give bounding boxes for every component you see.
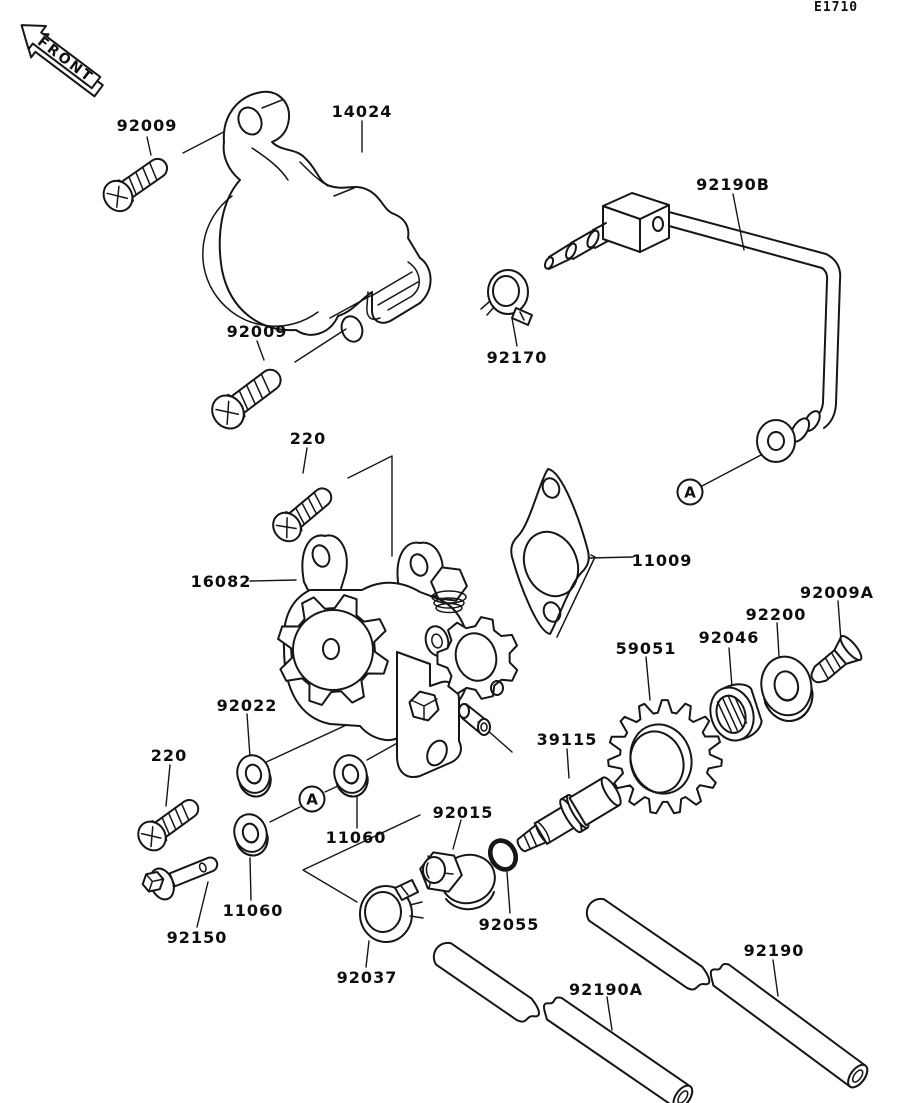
oil-pipe-92190b [543, 193, 840, 462]
label-92009-upper: 92009 [116, 116, 178, 135]
gear-59051 [608, 700, 722, 813]
label-92046: 92046 [698, 628, 760, 647]
ref-circle-a-washers [300, 787, 325, 812]
label-220-upper: 220 [289, 429, 327, 448]
washer-92200 [756, 652, 818, 726]
gasket-11009 [511, 469, 595, 637]
pump-assembly-16082 [278, 535, 517, 777]
label-16082: 16082 [190, 572, 252, 591]
label-92190: 92190 [743, 941, 805, 960]
page-code: E1710 [814, 0, 859, 15]
label-92190b: 92190B [696, 175, 770, 194]
label-14024: 14024 [331, 102, 393, 121]
label-39115: 39115 [536, 730, 598, 749]
washer-92022 [233, 752, 275, 801]
label-92037: 92037 [336, 968, 398, 987]
label-11060-right: 11060 [325, 828, 387, 847]
ref-circle-a-pipe [678, 480, 703, 505]
label-92022: 92022 [216, 696, 278, 715]
ref-a-washers-text: A [306, 790, 318, 809]
label-11009: 11009 [631, 551, 693, 570]
label-220-lower: 220 [150, 746, 188, 765]
front-arrow-text: FRONT [34, 33, 97, 87]
label-92150: 92150 [166, 928, 228, 947]
label-92015: 92015 [432, 803, 494, 822]
screw-220-lower [133, 792, 206, 856]
shaft-39115 [510, 772, 626, 863]
gasket-11060-left [230, 811, 272, 860]
clamp-92170 [481, 270, 532, 325]
label-11060-left: 11060 [222, 901, 284, 920]
cover-part [203, 92, 431, 345]
clamp-92037 [360, 880, 423, 942]
label-92200: 92200 [745, 605, 807, 624]
label-92055: 92055 [478, 915, 540, 934]
label-59051: 59051 [615, 639, 677, 658]
label-92190a: 92190A [568, 980, 644, 999]
gasket-11060-right [330, 752, 372, 801]
label-92009-lower: 92009 [226, 322, 288, 341]
screw-92009-upper [98, 150, 175, 217]
screw-92009-lower [206, 360, 289, 435]
label-92170: 92170 [486, 348, 548, 367]
screw-92009a [804, 633, 865, 691]
nut-92015 [420, 849, 500, 909]
label-92009a: 92009A [799, 583, 875, 602]
front-arrow-sign [10, 14, 111, 102]
ref-a-pipe-text: A [684, 483, 696, 502]
bolt-92150 [139, 847, 222, 906]
